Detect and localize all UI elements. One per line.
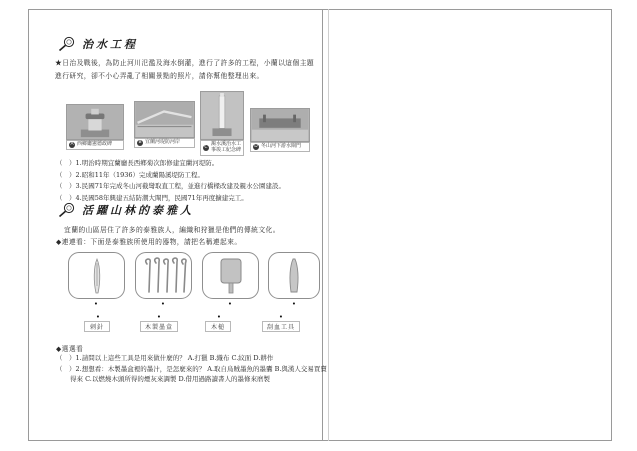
photo-caption-text: 西鄉廳憲德政碑: [77, 141, 113, 148]
tool-box-hooks: [135, 252, 192, 299]
photo-monument-image: [66, 104, 124, 140]
section-atayal-header: [58, 202, 194, 218]
flood-question-list: [56, 159, 324, 206]
section-flood-header: [58, 36, 138, 52]
monument-shape: [67, 105, 123, 139]
question-line: （ ）2.想想看：木製墨盒裡的墨汁，是怎麼來的？ A.取自烏賊墨魚的墨囊 B.與漢人交易買賣得來 C.以燃燒木頭所得的煙灰來調製 D.借用過路讀書人的墨條來磨製: [56, 365, 327, 384]
tower-monument-shape: [201, 92, 243, 139]
photo-card-d: [250, 108, 310, 152]
photo-caption: [250, 142, 310, 152]
photo-card-a: [66, 104, 124, 150]
photo-caption-text: 冬山河下游水閘門: [261, 143, 302, 150]
photo-caption: [134, 138, 195, 148]
photo-caption: [200, 140, 244, 156]
photo-caption-text: 濁水溪治水工事竣工紀念碑: [211, 141, 242, 153]
tool-label-inkbox: 木製墨盒: [140, 321, 178, 332]
photo-tower-image: [200, 91, 244, 140]
flood-intro-text: ★日治及戰後，為防止河川氾濫及海水倒灌，進行了許多的工程，小蘭以這個主題進行研究，卻不小心弄亂了相關景點的照片，請你幫他整理出來。: [55, 59, 315, 80]
connector-dot: •: [160, 300, 166, 308]
photo-caption: [66, 140, 124, 150]
connector-dot: •: [95, 313, 101, 321]
connector-dot: •: [156, 313, 162, 321]
tool-box-needle: [68, 252, 125, 299]
photo-caption-text: 宜蘭河堤防河岸: [145, 139, 181, 146]
photo-letter-badge: A: [70, 142, 74, 148]
photo-letter-badge: C: [204, 145, 208, 151]
question-line: （ ）4.民國58年興建五結防潮大閘門，民國71年再度擴建完工。: [56, 194, 248, 203]
photo-riverbank-image: [134, 101, 195, 138]
floodgate-shape: [251, 109, 309, 141]
section-flood-title: 治水工程: [82, 38, 138, 51]
connector-dot: •: [216, 313, 222, 321]
magnifier-icon: [58, 36, 77, 52]
tool-label-scraper: 刮血工具: [262, 321, 300, 332]
tool-label-needle: 刺針: [84, 321, 110, 332]
question-line: （ ）2.昭和11年（1936）完成蘭陽溪堤防工程。: [56, 170, 205, 179]
tool-label-mallet: 木槌: [205, 321, 231, 332]
matching-prompt: ◆連連看：下面是泰雅族所使用的器物，請把名稱連起來。: [56, 238, 242, 246]
photo-letter-badge: D: [254, 144, 258, 150]
connector-dot: •: [227, 300, 233, 308]
connector-dot: •: [93, 300, 99, 308]
wooden-mallet-icon: [276, 256, 312, 296]
atayal-question-list: [56, 353, 328, 385]
connector-dot: •: [291, 300, 297, 308]
tattoo-needle-icon: [77, 256, 117, 296]
atayal-intro-text: 宜蘭的山區居住了許多的泰雅族人，編織和狩獵是他們的傳統文化。: [64, 226, 280, 234]
question-line: （ ）1.明治時期宜蘭廳長西鄉菊次郎修建宜蘭河堤防。: [56, 159, 219, 167]
section-atayal-title: 活躍山林的泰雅人: [82, 204, 194, 217]
tool-box-inkbox: [202, 252, 259, 299]
riverbank-shape: [135, 102, 194, 137]
page-divider-shadow: [328, 9, 329, 441]
hooked-needles-icon: [141, 256, 187, 296]
photo-letter-badge: B: [138, 140, 142, 146]
photo-card-b: [134, 101, 195, 148]
tool-box-mallet: [268, 252, 320, 299]
connector-dot: •: [278, 313, 284, 321]
wooden-ink-box-icon: [211, 256, 251, 296]
choose-prompt: ◆選選看: [56, 345, 84, 353]
question-line: （ ）3.民國71年完成冬山河截彎取直工程，並進行橋樑改建及親水公園建設。: [56, 182, 285, 191]
photo-card-c: [200, 91, 244, 156]
photo-floodgate-image: [250, 108, 310, 142]
magnifier-icon: [58, 202, 77, 218]
question-line: （ ）1.請問以上這些工具是用來做什麼的？ A.打獵 B.織布 C.紋面 D.耕作: [56, 354, 274, 362]
